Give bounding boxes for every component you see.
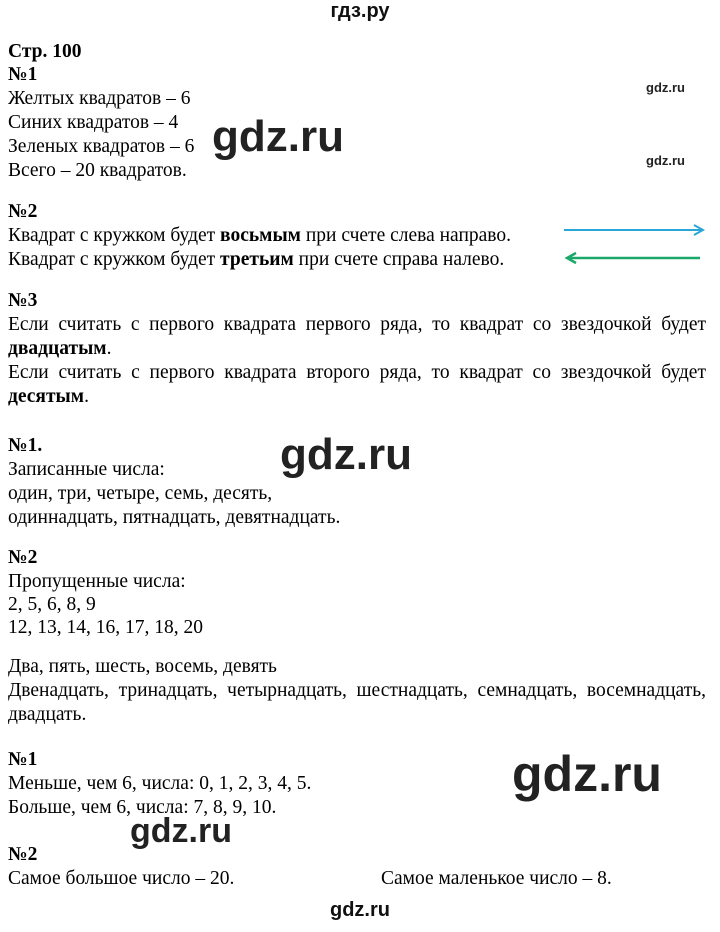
section5-heading: №2 (8, 547, 38, 568)
watermark-small: gdz.ru (646, 80, 685, 95)
section4-line: одиннадцать, пятнадцать, девятнадцать. (8, 507, 341, 528)
section3-para2: Если считать с первого квадрата второго ряда, то квадрат со звездочкой будет десятым. (8, 362, 706, 407)
section4-line: один, три, четыре, семь, десять, (8, 483, 273, 504)
site-title: гдз.ру (330, 0, 390, 22)
section3-heading: №3 (8, 290, 38, 311)
watermark-large: gdz.ru (512, 746, 662, 802)
section2-heading: №2 (8, 201, 38, 222)
section6-heading: №1 (8, 749, 38, 770)
section3-para1: Если считать с первого квадрата первого ряда, то квадрат со звездочкой будет двадцатым. (8, 314, 706, 359)
section5-line: 2, 5, 6, 8, 9 (8, 594, 96, 615)
section5-words2: Двенадцать, тринадцать, четырнадцать, шестнадцать, семнадцать, восемнадцать, двадцать. (8, 680, 706, 725)
section6-line: Больше, чем 6, числа: 7, 8, 9, 10. (8, 797, 277, 818)
section1-line: Синих квадратов – 4 (8, 112, 179, 133)
section7-right: Самое маленькое число – 8. (381, 868, 612, 889)
arrow-left-icon (567, 253, 700, 263)
section5-line: 12, 13, 14, 16, 17, 18, 20 (8, 617, 203, 638)
section5-words1: Два, пять, шесть, восемь, девять (8, 656, 277, 677)
site-footer: gdz.ru (330, 899, 390, 921)
section1-line: Желтых квадратов – 6 (8, 88, 191, 109)
watermark-medium: gdz.ru (130, 812, 232, 850)
section4-line: Записанные числа: (8, 459, 165, 480)
watermark-large: gdz.ru (212, 112, 344, 161)
section2-line1: Квадрат с кружком будет восьмым при счете слева направо. (8, 225, 511, 246)
section1-line: Всего – 20 квадратов. (8, 160, 187, 181)
section4-heading: №1. (8, 435, 43, 456)
watermark-small: gdz.ru (646, 153, 685, 168)
arrow-right-icon (564, 225, 703, 235)
section6-line: Меньше, чем 6, числа: 0, 1, 2, 3, 4, 5. (8, 773, 312, 794)
section7-left: Самое большое число – 20. (8, 868, 235, 889)
section7-heading: №2 (8, 844, 38, 865)
watermark-large: gdz.ru (280, 430, 412, 479)
section1-heading: №1 (8, 64, 38, 85)
page-label: Стр. 100 (8, 41, 82, 62)
section2-line2: Квадрат с кружком будет третьим при счете справа налево. (8, 249, 505, 270)
direction-arrows (560, 222, 710, 266)
section5-line: Пропущенные числа: (8, 571, 186, 592)
section1-line: Зеленых квадратов – 6 (8, 136, 195, 157)
